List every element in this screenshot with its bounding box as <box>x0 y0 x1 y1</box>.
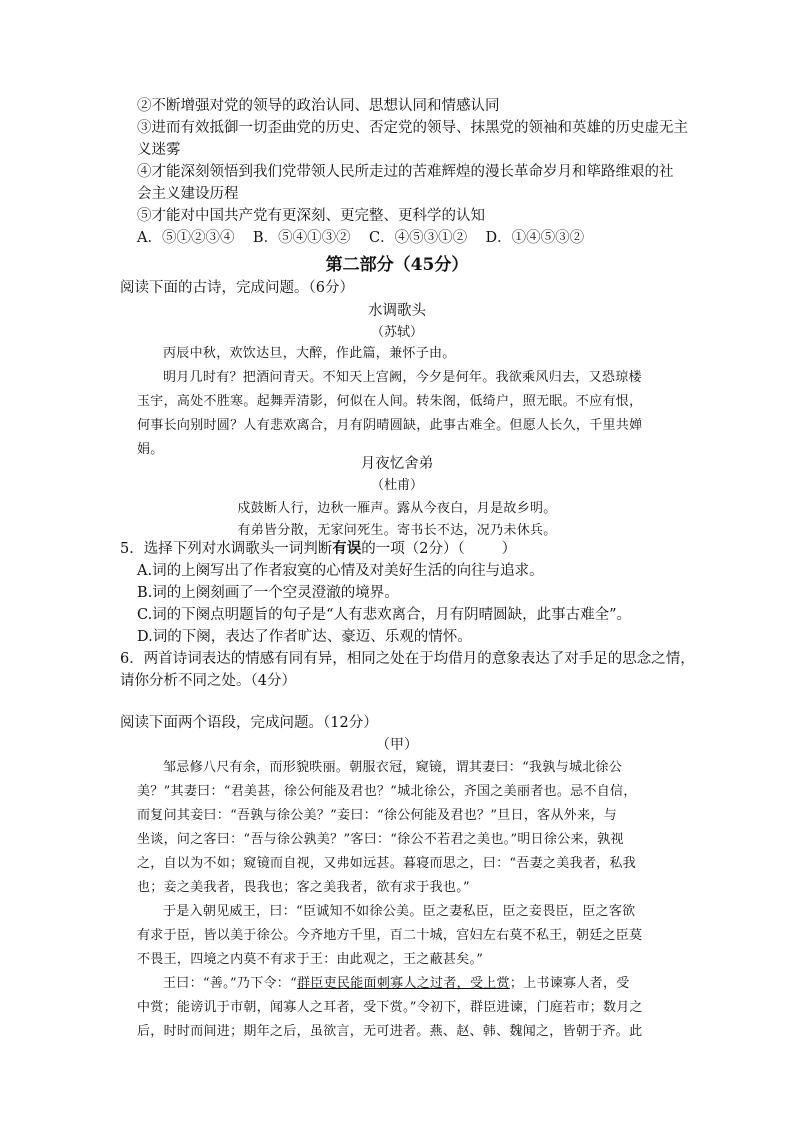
passage-a-p1-line3: 而复问其妾曰：“吾孰与徐公美？”妾曰：“徐公何能及君也？”旦日，客从外来，与 <box>137 808 617 823</box>
passage-a-label: （甲） <box>376 737 418 753</box>
poem1-author: （苏轼） <box>370 325 423 340</box>
passage-a-p3-line1 <box>163 973 630 995</box>
passage-a-underlined-sentence: 群臣吏民能面刺寡人之过者，受上赏 <box>297 976 510 991</box>
passage-a-p3-line2: 中赏；能谤讥于市朝，闻寡人之耳者，受下赏。”令初下，群臣进谏，门庭若市；数月之 <box>137 1000 643 1015</box>
poem1-line4: 娟。 <box>137 442 164 457</box>
poem2-author: （杜甫） <box>370 478 423 493</box>
poem1-line1: 明月几时有？把酒问青天。不知天上宫阙，今夕是何年。我欲乘风归去，又恐琼楼 <box>163 370 642 385</box>
option-item-4-line2: 会主义建设历程 <box>137 186 239 202</box>
poem2-line2: 有弟皆分散，无家问死生。寄书长不达，况乃未休兵。 <box>237 523 557 538</box>
q5-option-c: C.词的下阕点明题旨的句子是“人有悲欢离合，月有阴晴圆缺，此事古难全”。 <box>137 607 632 623</box>
option-item-5: ⑤才能对中国共产党有更深刻、更完整、更科学的认知 <box>137 208 485 224</box>
option-item-4-line1: ④才能深刻领悟到我们党带领人民所走过的苦难辉煌的漫长革命岁月和筚路维艰的社 <box>137 164 674 180</box>
q5-stem <box>120 538 516 560</box>
passage-a-p3-line1-a: 王曰：“善。”乃下令：“ <box>163 976 298 991</box>
passage-a-p2-line1: 于是入朝见威王，曰：“臣诚知不如徐公美。臣之妻私臣，臣之妾畏臣，臣之客欲 <box>163 904 636 919</box>
q5-option-a: A.词的上阕写出了作者寂寞的心情及对美好生活的向往与追求。 <box>137 563 544 579</box>
q5-option-b: B.词的上阕刻画了一个空灵澄澈的境界。 <box>137 585 399 601</box>
passage-a-p1-line2: 美？”其妻曰：“君美甚，徐公何能及君也？”城北徐公，齐国之美丽者也。忌不自信， <box>137 784 637 799</box>
option-item-2: ②不断增强对党的领导的政治认同、思想认同和情感认同 <box>137 98 500 114</box>
q5-option-d: D.词的下阕，表达了作者旷达、豪迈、乐观的情怀。 <box>137 629 472 645</box>
q5-stem-bold: 有误 <box>332 540 362 557</box>
poem1-preface: 丙辰中秋，欢饮达旦，大醉，作此篇，兼怀子由。 <box>163 346 456 361</box>
q6-line1: 6．两首诗词表达的情感有同有异，相同之处在于均借月的意象表达了对手足的思念之情， <box>120 651 695 667</box>
answer-choices: A．⑤①②③④ B．⑤④①③② C．④⑤③①② D．①④⑤③② <box>137 230 585 246</box>
passage-a-p1-line1: 邹忌修八尺有余，而形貌昳丽。朝服衣冠，窥镜，谓其妻曰：“我孰与城北徐公 <box>163 760 623 775</box>
option-item-3-line2: 义迷雾 <box>137 142 181 158</box>
poem-intro: 阅读下面的古诗，完成问题。（6分） <box>120 280 354 296</box>
passage-a-p1-line4: 坐谈，问之客曰：“吾与徐公孰美？”客曰：“徐公不若君之美也。”明日徐公来，孰视 <box>137 832 624 847</box>
reading-intro: 阅读下面两个语段，完成问题。（12分） <box>120 715 378 731</box>
passage-a-p3-line1-b: ；上书谏寡人者，受 <box>509 976 630 991</box>
poem2-line1: 戍鼓断人行，边秋一雁声。露从今夜白，月是故乡明。 <box>237 501 557 516</box>
poem1-line2: 玉宇，高处不胜寒。起舞弄清影，何似在人间。转朱阁，低绮户，照无眠。不应有恨， <box>137 394 643 409</box>
poem2-title: 月夜忆舍弟 <box>360 456 434 472</box>
option-item-3-line1: ③进而有效抵御一切歪曲党的历史、否定党的领导、抹黑党的领袖和英雄的历史虚无主 <box>137 120 688 136</box>
q6-line2: 请你分析不同之处。（4分） <box>120 673 296 689</box>
passage-a-p3-line3: 后，时时而间进；期年之后，虽欲言，无可进者。燕、赵、韩、魏闻之，皆朝于齐。此 <box>137 1024 643 1039</box>
passage-a-p1-line5: 之，自以为不如；窥镜而自视，又弗如远甚。暮寝而思之，曰：“吾妻之美我者，私我 <box>137 856 637 871</box>
passage-a-p2-line2: 有求于臣，皆以美于徐公。今齐地方千里，百二十城，宫妇左右莫不私王，朝廷之臣莫 <box>137 928 643 943</box>
part2-title: 第二部分（45分） <box>325 255 469 275</box>
poem1-line3: 何事长向别时圆？人有悲欢离合，月有阴晴圆缺，此事古难全。但愿人长久，千里共婵 <box>137 418 643 433</box>
q5-stem-post: 的一项（2分）（ ） <box>361 541 517 557</box>
q5-stem-pre: 5．选择下列对水调歌头一词判断 <box>120 541 333 557</box>
passage-a-p2-line3: 不畏王，四境之内莫不有求于王：由此观之，王之蔽甚矣。” <box>137 952 484 967</box>
poem1-title: 水调歌头 <box>368 303 426 319</box>
passage-a-p1-line6: 也；妾之美我者，畏我也；客之美我者，欲有求于我也。” <box>137 880 470 895</box>
